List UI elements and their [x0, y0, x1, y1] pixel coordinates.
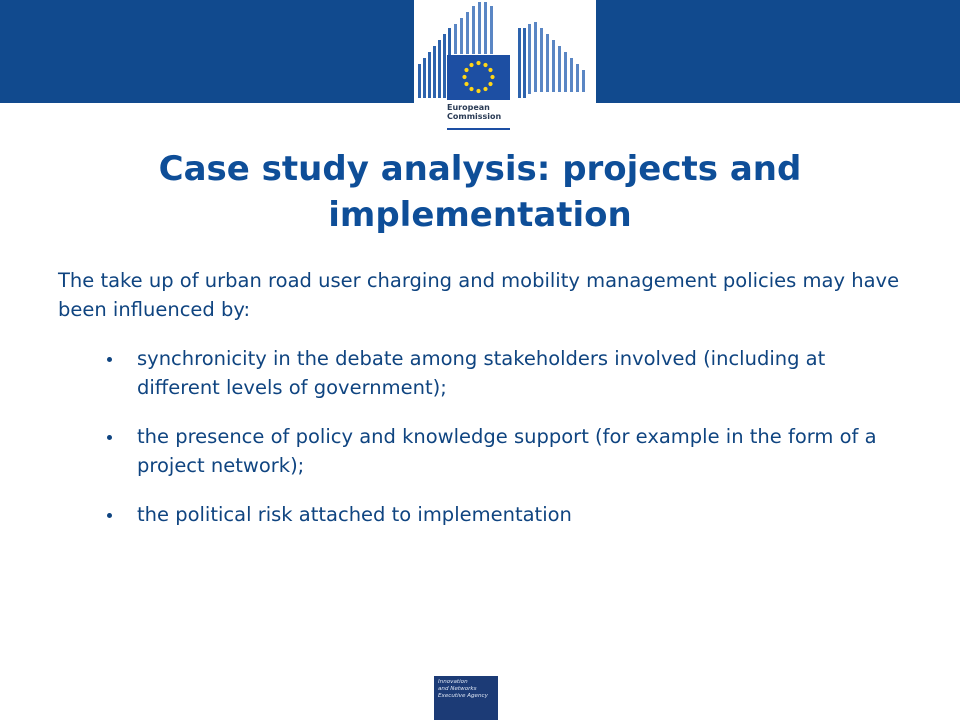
agency-label-line: and Networks: [438, 686, 477, 692]
bullet-item: [104, 344, 894, 402]
intro-paragraph: The take up of urban road user charging and mobility management policies may have been influenced by:: [58, 269, 900, 321]
agency-logo: [434, 676, 498, 720]
bullet-item: [104, 500, 894, 529]
agency-label-line: Executive Agency: [438, 693, 488, 699]
bullet-text: the political risk attached to implementation: [137, 503, 572, 526]
logo-label-line: Commission: [447, 112, 502, 121]
logo-label-line: European: [447, 103, 490, 112]
logo-label: [447, 103, 511, 121]
slide-title: Case study analysis: projects and implementation: [158, 149, 802, 235]
bullet-text: synchronicity in the debate among stakeholders involved (including at different levels of government);: [137, 347, 826, 399]
bullet-dot-icon: [107, 513, 112, 518]
bullet-dot-icon: [107, 357, 112, 362]
agency-label-line: Innovation: [438, 679, 468, 685]
bullet-text: the presence of policy and knowledge support (for example in the form of a project network);: [137, 425, 877, 477]
bullet-list: [104, 344, 894, 549]
agency-label: [438, 679, 498, 700]
bullet-dot-icon: [107, 435, 112, 440]
bullet-item: [104, 422, 894, 480]
